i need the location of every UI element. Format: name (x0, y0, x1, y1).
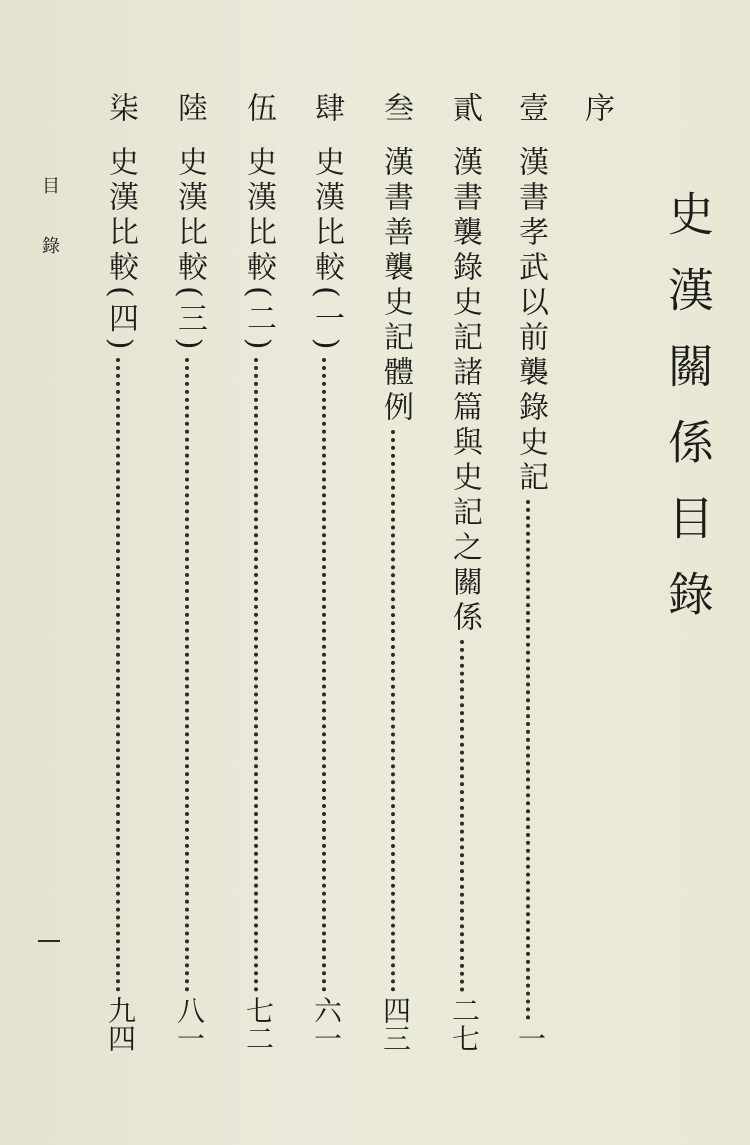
leader-dots (322, 358, 330, 992)
entry-page: 二七 (448, 996, 481, 1052)
entry-page: 七二 (242, 996, 275, 1052)
entry-number: 壹 (513, 92, 548, 122)
entry-number: 肆 (309, 92, 344, 122)
entry-page: 六一 (310, 996, 343, 1052)
entry-number: 陸 (172, 92, 207, 122)
leader-dots (526, 500, 534, 1020)
entry-page: 一 (514, 1024, 547, 1052)
entry-title[interactable]: 漢書襲錄史記諸篇與史記之關係 (447, 146, 482, 636)
leader-dots (185, 358, 193, 992)
leader-dots (254, 358, 262, 992)
entry-title[interactable]: 史漢比較(二) (241, 146, 276, 355)
running-header: 目錄 (39, 176, 60, 296)
entry-title[interactable]: 史漢比較(四) (103, 146, 138, 355)
entry-title[interactable]: 漢書孝武以前襲錄史記 (513, 146, 548, 496)
toc-entry[interactable] (512, 92, 548, 1052)
toc-entry[interactable] (308, 92, 344, 1052)
preface-label: 序 (579, 92, 614, 122)
toc-entry[interactable] (171, 92, 207, 1052)
entry-title[interactable]: 漢書善襲史記體例 (378, 146, 413, 426)
entry-number: 貳 (447, 92, 482, 122)
leader-dots (460, 640, 468, 992)
leader-dots (391, 430, 399, 992)
toc-entry[interactable] (240, 92, 276, 1052)
entry-title[interactable]: 史漢比較(一) (309, 146, 344, 355)
entry-page: 九四 (104, 996, 137, 1052)
entry-number: 叁 (378, 92, 413, 122)
page-number (38, 940, 60, 942)
leader-dots (116, 358, 124, 992)
entry-title[interactable]: 史漢比較(三) (172, 146, 207, 355)
entry-number: 伍 (241, 92, 276, 122)
page-title: 史漢關係目錄 (661, 190, 715, 646)
entry-page: 八一 (173, 996, 206, 1052)
toc-entry[interactable] (446, 92, 482, 1052)
entry-number: 柒 (103, 92, 138, 122)
toc-entry[interactable] (377, 92, 413, 1052)
entry-page: 四三 (379, 996, 412, 1052)
toc-entry[interactable] (102, 92, 138, 1052)
